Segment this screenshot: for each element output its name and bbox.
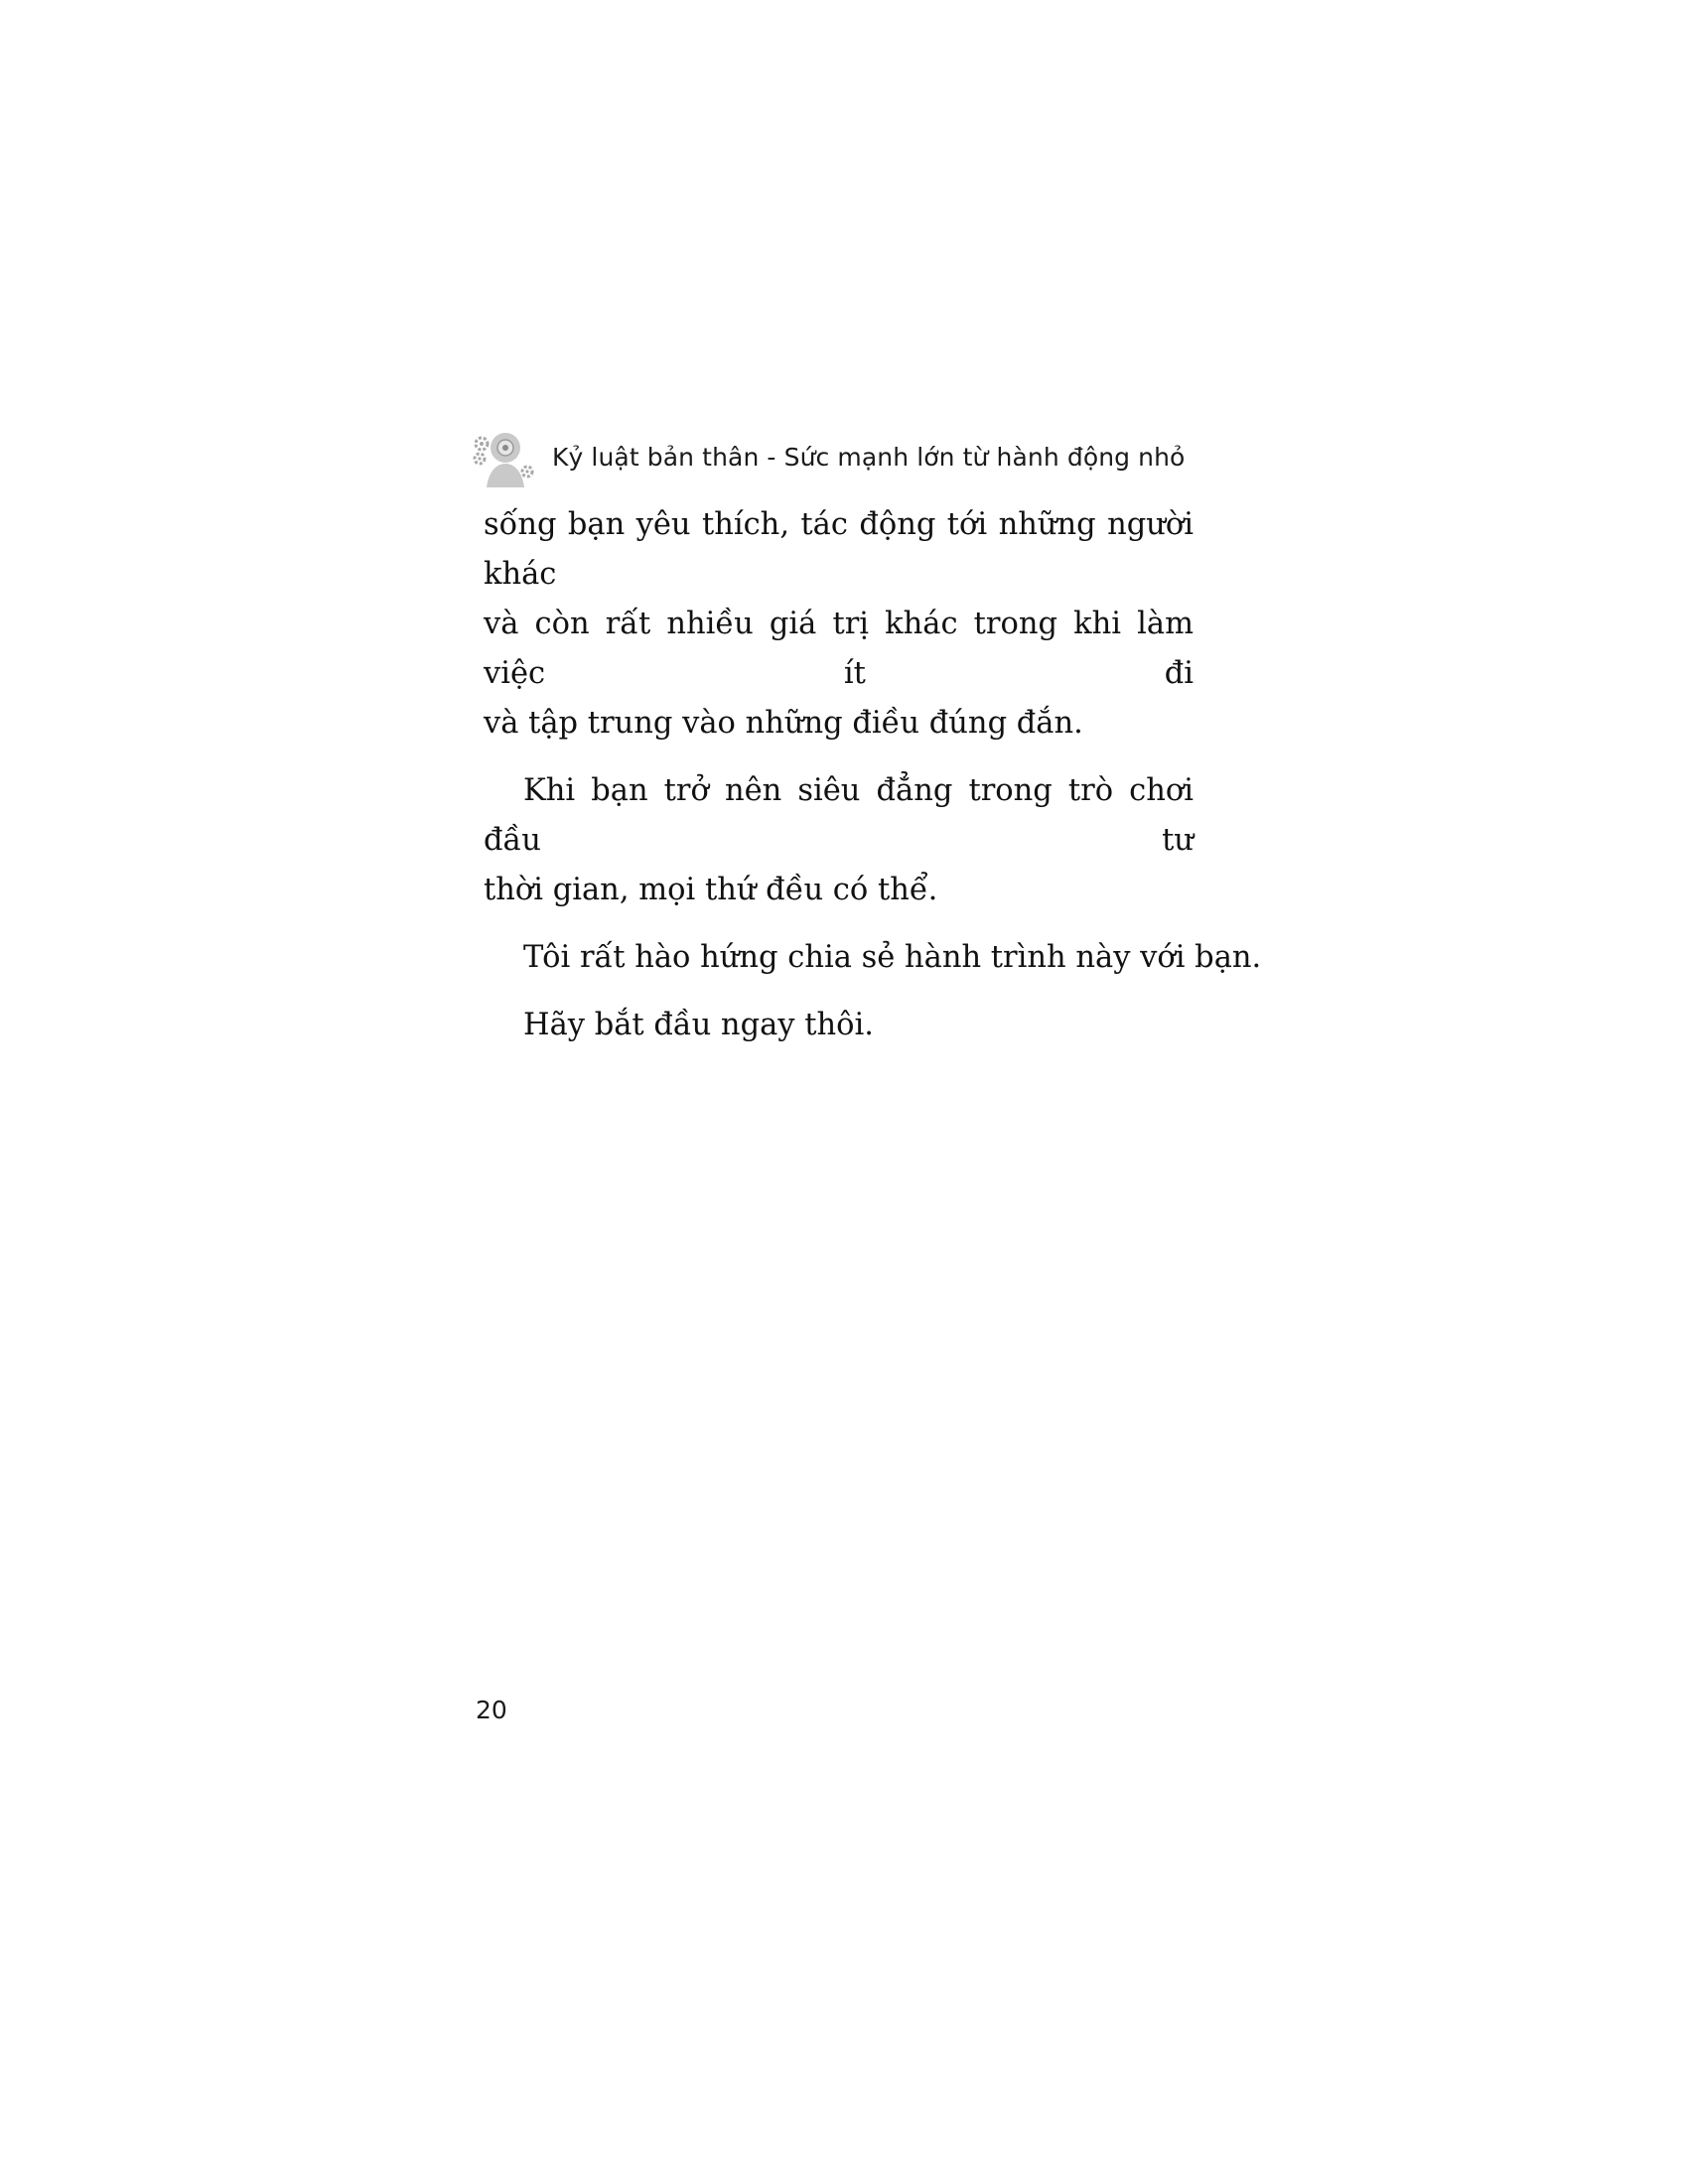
paragraph (484, 1001, 1194, 1050)
text-line: sống bạn yêu thích, tác động tới những người khác (484, 507, 1194, 592)
text-line: và còn rất nhiều giá trị khác trong khi làm việc ít đi (484, 607, 1194, 691)
running-header (473, 425, 1185, 488)
text-line: Hãy bắt đầu ngay thôi. (523, 1008, 874, 1042)
paragraph (484, 500, 1194, 749)
text-line: Tôi rất hào hứng chia sẻ hành trình này với bạn. (523, 940, 1262, 975)
text-line: và tập trung vào những điều đúng đắn. (484, 706, 1083, 741)
paragraph (484, 933, 1262, 983)
text-line: thời gian, mọi thứ đều có thể. (484, 873, 938, 907)
paragraph (484, 766, 1194, 915)
book-title: Kỷ luật bản thân - Sức mạnh lớn từ hành động nhỏ (552, 442, 1186, 472)
text-line: Khi bạn trở nên siêu đẳng trong trò chơi đầu tư (484, 773, 1194, 858)
body-text (484, 500, 1262, 1068)
page-number: 20 (476, 1696, 507, 1724)
head-with-gears-icon (473, 426, 534, 487)
